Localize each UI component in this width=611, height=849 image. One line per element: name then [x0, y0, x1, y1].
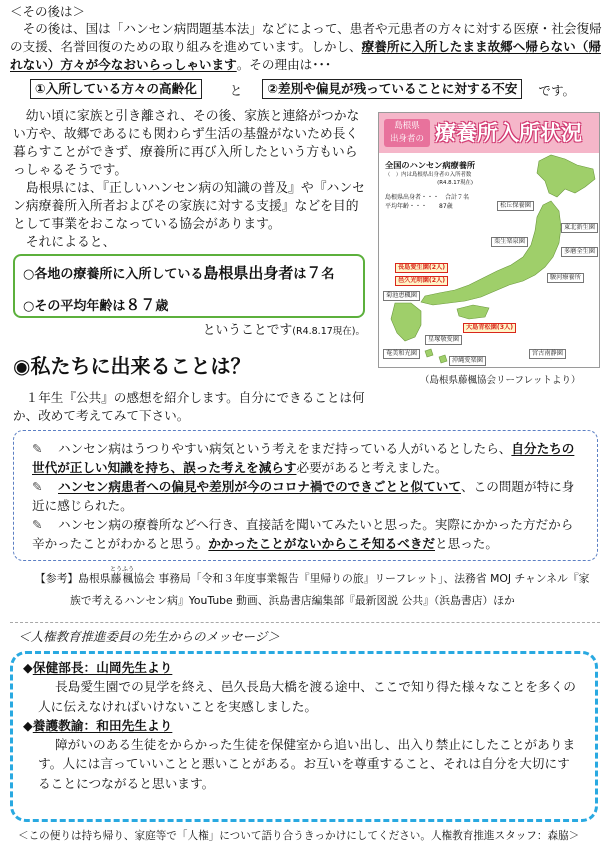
sanatorium-label-with-residents: 邑久光明園(2人) [395, 276, 448, 286]
diamond-icon: ◆ [23, 660, 33, 675]
student-comment [32, 515, 583, 553]
section-divider [10, 622, 600, 623]
comment-emphasis: 自分たちの世代が正しい知識を持ち、誤った考えを減らす [32, 441, 575, 475]
legend-total: 島根県出身者・・・ 合計７名 [385, 194, 470, 201]
fact-residents [23, 258, 355, 290]
references [20, 566, 600, 612]
sanatorium-label: 栗生楽泉園 [491, 237, 528, 247]
fact-residents-value: ７ [306, 264, 322, 282]
map-honshu [421, 201, 561, 305]
fact-residents-unit: 名 [321, 267, 335, 282]
comment-text: と思った。 [435, 536, 498, 551]
comment-emphasis: かかったことがないからこそ知るべきだ [208, 536, 435, 551]
sanatorium-label: 菊池恵楓園 [383, 291, 420, 301]
pencil-icon [32, 439, 48, 458]
diamond-icon: ◆ [23, 717, 33, 733]
shimane-paragraph-2: 島根県には、『正しいハンセン病の知識の普及』や『ハンセン病療養所入所者およびその家族に対する支援』などを目的として事業をおこなっている協会があります。 [13, 181, 365, 232]
fact-residents-pre: ○各地の療養所に入所している [23, 267, 204, 282]
student-comment [32, 439, 583, 477]
sanatorium-map-figure [378, 112, 600, 368]
map-legend [385, 159, 487, 211]
map-amami-island [425, 349, 433, 357]
sanatorium-label: 駿河療養所 [547, 273, 584, 283]
map-header [379, 113, 599, 153]
sanatorium-label: 松丘保養園 [497, 201, 534, 211]
reason-discrimination-box: ②差別や偏見が残っていることに対する不安 [262, 79, 522, 99]
intro-paragraph [10, 20, 603, 74]
pencil-icon [32, 477, 48, 496]
shimane-closing [13, 322, 365, 341]
references-label: 【参考】島根県 [35, 572, 111, 585]
legend-date: (R4.8.17現在) [437, 180, 473, 186]
message-body: 長島愛生園での見学を終え、邑久長島大橋を渡る途中、ここで知り得た様々なことを多くの人に伝えなければいけないことを実感しました。 [38, 679, 576, 714]
comment-text: 、この問題が特に身近に感じられた。 [32, 479, 575, 513]
intro-text-before: その後は、国は「ハンセン病問題基本法」などによって、患者や元患者の方々に対する医療・社会復帰の支援、名誉回復のための取り組みを進めています。しかし、 [10, 21, 602, 54]
sanatorium-label: 宮古南静園 [529, 349, 566, 359]
comment-emphasis: ハンセン病患者への偏見や差別が今のコロナ禍でのできごとと似ていて [58, 479, 461, 494]
reasons-row [30, 79, 575, 99]
closing-text: ということです [202, 323, 293, 338]
shimane-paragraph-1: 幼い頃に家族と引き離され、その後、家族と連絡がつかない方や、故郷であるにも関わらず生活の基盤がないため長く暮らすことができず、療養所に再び入所したという方もいらっしゃるそうです。 [13, 109, 360, 178]
message-from: 養護教諭：和田先生より [32, 717, 173, 733]
legend-title: 全国のハンセン病療養所 [385, 160, 476, 170]
shimane-text [13, 108, 365, 252]
fact-age-pre: ○その平均年齢は [23, 299, 126, 314]
comment-text: 必要があると考えました。 [296, 460, 448, 475]
map-header-line-1: 島根県 [394, 121, 420, 131]
fact-age-unit: 歳 [155, 299, 169, 314]
student-comments-box [13, 430, 598, 561]
shimane-paragraph-3: それによると、 [25, 235, 116, 250]
map-caption: （島根県藤楓協会リーフレットより） [420, 375, 581, 386]
closing-date-note: (R4.8.17現在)。 [292, 326, 365, 337]
messages-heading: ＜人権教育推進委員の先生からのメッセージ＞ [18, 629, 280, 644]
map-kyushu [391, 303, 421, 341]
actions-intro: １年生『公共』の感想を紹介します。自分にできることは何か、改めて考えてみて下さい。 [13, 390, 365, 423]
student-comment [32, 477, 583, 515]
map-header-title: 療養所入所状況 [435, 121, 582, 145]
message-from: 保健部長：山岡先生より [32, 660, 173, 675]
map-okinawa-island [439, 355, 447, 363]
map-hokkaido [537, 155, 595, 197]
intro-emphasis: 療養所に入所したまま故郷へ帰らない（帰れない）方々が今なおいらっしゃいます [10, 39, 601, 72]
actions-heading: ◉私たちに出来ることは？ [13, 354, 251, 378]
fact-age-value: ８７ [125, 296, 156, 314]
pencil-icon [32, 515, 48, 534]
map-header-line-2: 出身者の [389, 134, 424, 144]
references-text: 協会 事務局「令和３年度事業報告『里帰りの旅』リーフレット」、法務省 MOJ チャンネル『家族で考えるハンセン病』YouTube 動画、浜島書店編集部『最新図説 公共』（浜島書店）ほか [70, 572, 590, 607]
teacher-messages-box [10, 651, 598, 822]
message-heading [23, 716, 581, 735]
sanatorium-label-with-residents: 大島青松園(3人) [463, 323, 516, 333]
map-shikoku [457, 305, 489, 319]
reason-tail: です。 [538, 82, 576, 98]
fact-residents-mid: は [293, 267, 307, 282]
furigana-base: 藤楓 [109, 572, 134, 585]
sanatorium-label: 沖縄愛楽園 [449, 356, 486, 366]
legend-average-age: 平均年齢・・・ 87歳 [385, 203, 453, 210]
message-body: 障がいのある生徒をからかった生徒を保健室から追い出し、出入り禁止にしたことがあります。人には言っていいことと悪いことがある。お互いを尊重すること、それは自分を大切にすることにつながると思います。 [38, 737, 576, 791]
reason-joiner: と [229, 82, 243, 98]
map-header-subtitle [384, 119, 430, 147]
reason-aging-box: ①入所している方々の高齢化 [30, 79, 202, 99]
intro-heading: ＜その後は＞ [10, 4, 86, 19]
footer-note: ＜この便りは持ち帰り、家庭等で「人権」について語り合うきっかけにしてください。人権教育推進スタッフ：森脇＞ [18, 830, 580, 842]
message-heading [23, 658, 581, 677]
comment-text: ハンセン病はうつりやすい病気という考えをまだ持っている人がいるとしたら、 [58, 441, 512, 456]
furigana-reading: とうふう [109, 566, 134, 573]
fact-average-age [23, 290, 355, 322]
sanatorium-label: 東北新生園 [561, 223, 598, 233]
sanatorium-label: 星塚敬愛園 [425, 335, 462, 345]
legend-note: （ ）内は島根県出身者の入所者数 [385, 172, 472, 178]
furigana [109, 566, 134, 585]
intro-text-after: 。その理由は･･･ [236, 57, 332, 72]
sanatorium-label: 奄美和光園 [383, 349, 420, 359]
sanatorium-label-with-residents: 長島愛生園(2人) [395, 263, 448, 273]
shimane-fact-box [13, 254, 365, 318]
fact-residents-emph: 島根県出身者 [203, 264, 294, 282]
comment-text: ハンセン病の療養所などへ行き、直接話を聞いてみたいと思った。実際にかかった方だから辛かったことがわかると思う。 [32, 517, 574, 551]
sanatorium-label: 多磨全生園 [561, 247, 598, 257]
